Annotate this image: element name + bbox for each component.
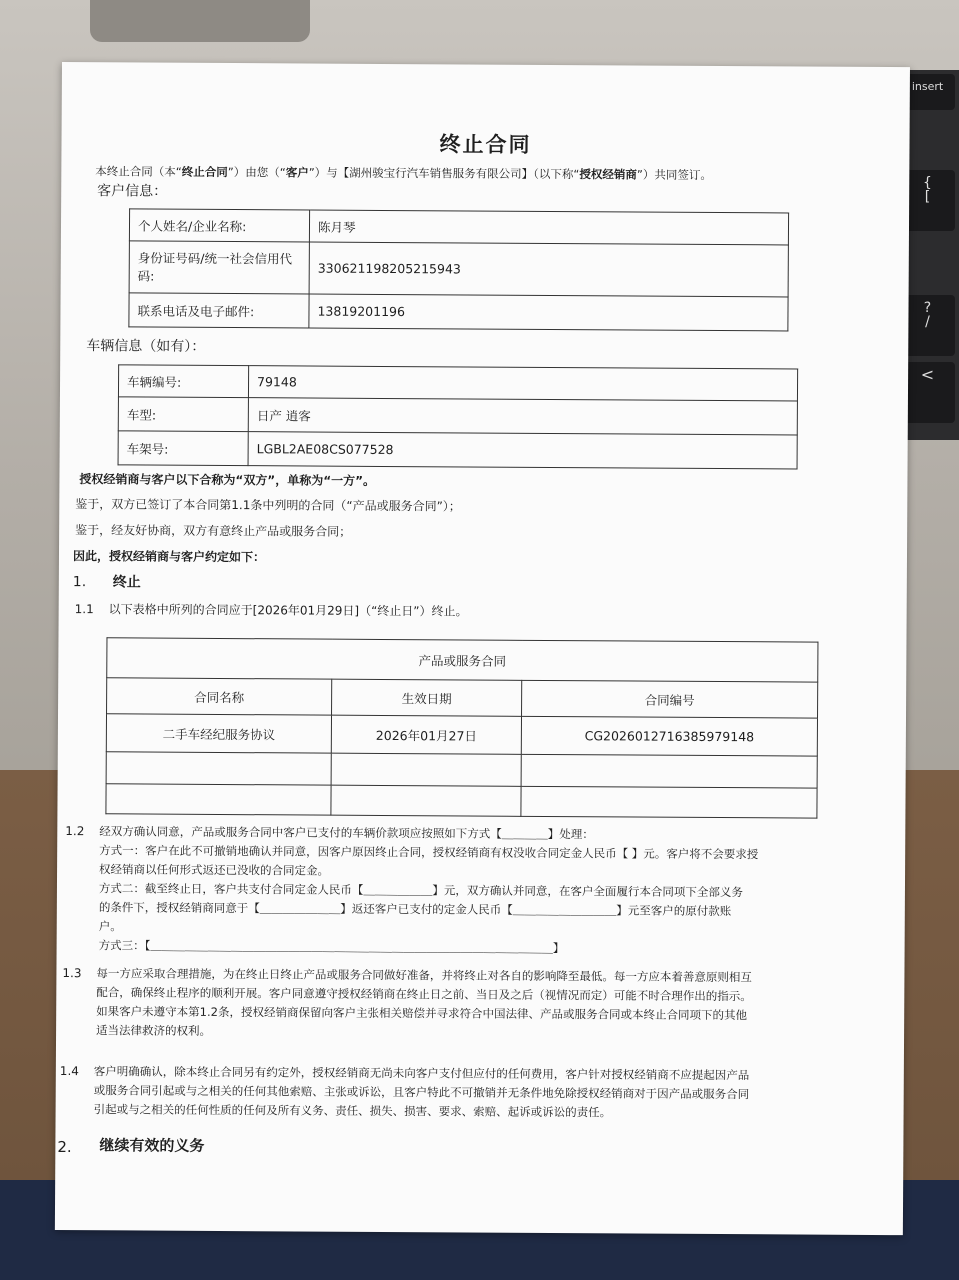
- key-left: <: [900, 362, 955, 423]
- vehicle-value: 79148: [248, 366, 797, 401]
- recital-3: 因此，授权经销商与客户约定如下：: [72, 549, 266, 565]
- contract-table: [105, 637, 818, 818]
- clause-1-2-line: 权经销商以任何形式返还已没收的合同定金。: [99, 862, 330, 878]
- table-cell: [106, 784, 331, 815]
- party-definition: 授权经销商与客户以下合称为“双方”，单称为“一方”。: [79, 472, 376, 488]
- contract-table-caption: 产品或服务合同: [107, 638, 818, 682]
- table-cell: 2026年01月27日: [331, 715, 521, 754]
- table-cell: [106, 752, 331, 785]
- clause-1-2-line: 方式二：截至终止日，客户共支付合同定金人民币【＿＿＿＿＿＿】元，双方确认并同意，在客户全面履行本合同项下全部义务: [98, 881, 743, 900]
- vehicle-value: 日产 逍客: [248, 398, 797, 435]
- clause-1-3-line: 如果客户未遵守本第1.2条，授权经销商保留向客户主张相关赔偿并寻求符合中国法律、产品或服务合同或本终止合同项下的其他: [96, 1004, 748, 1023]
- table-cell: [521, 786, 817, 818]
- clause-1-1-number: 1.1: [74, 602, 94, 617]
- table-cell: [331, 753, 521, 786]
- clause-1-4-line: 或服务合同引起或与之相关的任何其他索赔、主张或诉讼，且客户特此不可撤销并无条件地免除授权经销商对于因产品或服务合同: [93, 1083, 750, 1102]
- clause-1-3-line: 每一方应采取合理措施，为在终止日终止产品或服务合同做好准备，并将终止对各自的影响降至最低。每一方应本着善意原则相互: [96, 966, 752, 985]
- vehicle-heading: 车辆信息（如有）：: [86, 338, 206, 355]
- key-slash: ? /: [900, 295, 955, 356]
- table-row: [129, 241, 788, 297]
- table-row: [106, 714, 817, 756]
- clause-1-1-text: 以下表格中所列的合同应于[2026年01月29日]（“终止日”）终止。: [108, 602, 468, 619]
- intro-line: 本终止合同（本“终止合同”）由您（“客户”）与【湖州骏宝行汽车销售服务有限公司】（以下称“授权经销商”）共同签订。: [95, 164, 712, 182]
- key-insert: insert: [900, 74, 955, 110]
- table-row: [118, 365, 797, 401]
- table-row: [129, 293, 788, 331]
- clause-1-2-line: 的条件下，授权经销商同意于【＿＿＿＿＿＿＿】返还客户已支付的定金人民币【＿＿＿＿＿＿＿＿＿】元至客户的原付款账: [98, 900, 732, 919]
- table-cell: 二手车经纪服务协议: [106, 714, 331, 753]
- clause-1-2-line: 户。: [98, 919, 122, 934]
- laptop-hinge: [90, 0, 310, 42]
- vehicle-value: LGBL2AE08CS077528: [248, 432, 797, 469]
- section-1-title: 终止: [112, 574, 141, 591]
- vehicle-label: 车架号:: [118, 431, 248, 466]
- contract-paper: [55, 62, 910, 1235]
- table-row: [118, 431, 797, 469]
- customer-label: 身份证号码/统一社会信用代码:: [129, 241, 309, 294]
- customer-label: 个人姓名/企业名称:: [129, 209, 309, 242]
- customer-value: 陈月琴: [309, 210, 788, 245]
- table-row: [129, 209, 788, 245]
- table-caption-row: [107, 638, 818, 682]
- clause-1-2-line: 方式一：客户在此不可撤销地确认并同意，因客户原因终止合同，授权经销商有权没收合同定金人民币【 】元。客户将不会要求授: [99, 843, 759, 862]
- table-cell: CG2026012716385979148: [521, 716, 817, 756]
- table-header-row: [107, 678, 818, 718]
- table-cell: [331, 785, 521, 816]
- vehicle-label: 车型:: [118, 397, 248, 432]
- table-cell: [521, 754, 817, 788]
- customer-value: 13819201196: [309, 294, 788, 331]
- section-1-number: 1.: [72, 574, 87, 591]
- customer-label: 联系电话及电子邮件:: [129, 293, 309, 328]
- clause-1-4-line: 客户明确确认，除本终止合同另有约定外，授权经销商无尚未向客户支付但应付的任何费用，客户针对授权经销商不应提起因产品: [93, 1064, 750, 1083]
- clause-1-3-number: 1.3: [62, 966, 82, 981]
- clause-1-3-line: 配合，确保终止程序的顺利开展。客户同意遵守授权经销商在终止日之前、当日及之后（视情况而定）可能不时合理作出的指示。: [96, 985, 752, 1004]
- vehicle-label: 车辆编号:: [118, 365, 248, 398]
- clause-1-2-line: 经双方确认同意，产品或服务合同中客户已支付的车辆价款项应按照如下方式【＿＿＿＿】处理：: [99, 824, 594, 842]
- vehicle-table: [118, 364, 799, 469]
- clause-1-2-line: 方式三：【＿＿＿＿＿＿＿＿＿＿＿＿＿＿＿＿＿＿＿＿＿＿＿＿＿＿＿＿＿＿＿＿＿＿＿】: [98, 938, 565, 956]
- column-header: 生效日期: [332, 679, 522, 716]
- customer-heading: 客户信息：: [97, 183, 168, 200]
- section-2-number: 2.: [57, 1137, 72, 1157]
- customer-table: [128, 208, 789, 331]
- table-row: [118, 397, 797, 435]
- section-2-title: 继续有效的义务: [99, 1136, 205, 1155]
- key-bracket: { [: [900, 170, 955, 231]
- doc-title: 终止合同: [439, 132, 532, 157]
- column-header: 合同编号: [522, 680, 818, 718]
- clause-1-2-number: 1.2: [65, 824, 85, 839]
- clause-1-4-line: 引起或与之相关的任何性质的任何及所有义务、责任、损失、损害、要求、索赔、起诉或诉讼的责任。: [93, 1102, 612, 1120]
- column-header: 合同名称: [107, 678, 332, 715]
- recital-2: 鉴于，经友好协商，双方有意终止产品或服务合同；: [75, 523, 352, 539]
- customer-value: 330621198205215943: [309, 242, 788, 297]
- table-row: [106, 784, 817, 818]
- clause-1-3-line: 适当法律救济的权利。: [96, 1023, 212, 1038]
- recital-1: 鉴于，双方已签订了本合同第1.1条中列明的合同（“产品或服务合同”）；: [75, 497, 461, 514]
- clause-1-4-number: 1.4: [59, 1064, 79, 1079]
- table-row: [106, 752, 817, 788]
